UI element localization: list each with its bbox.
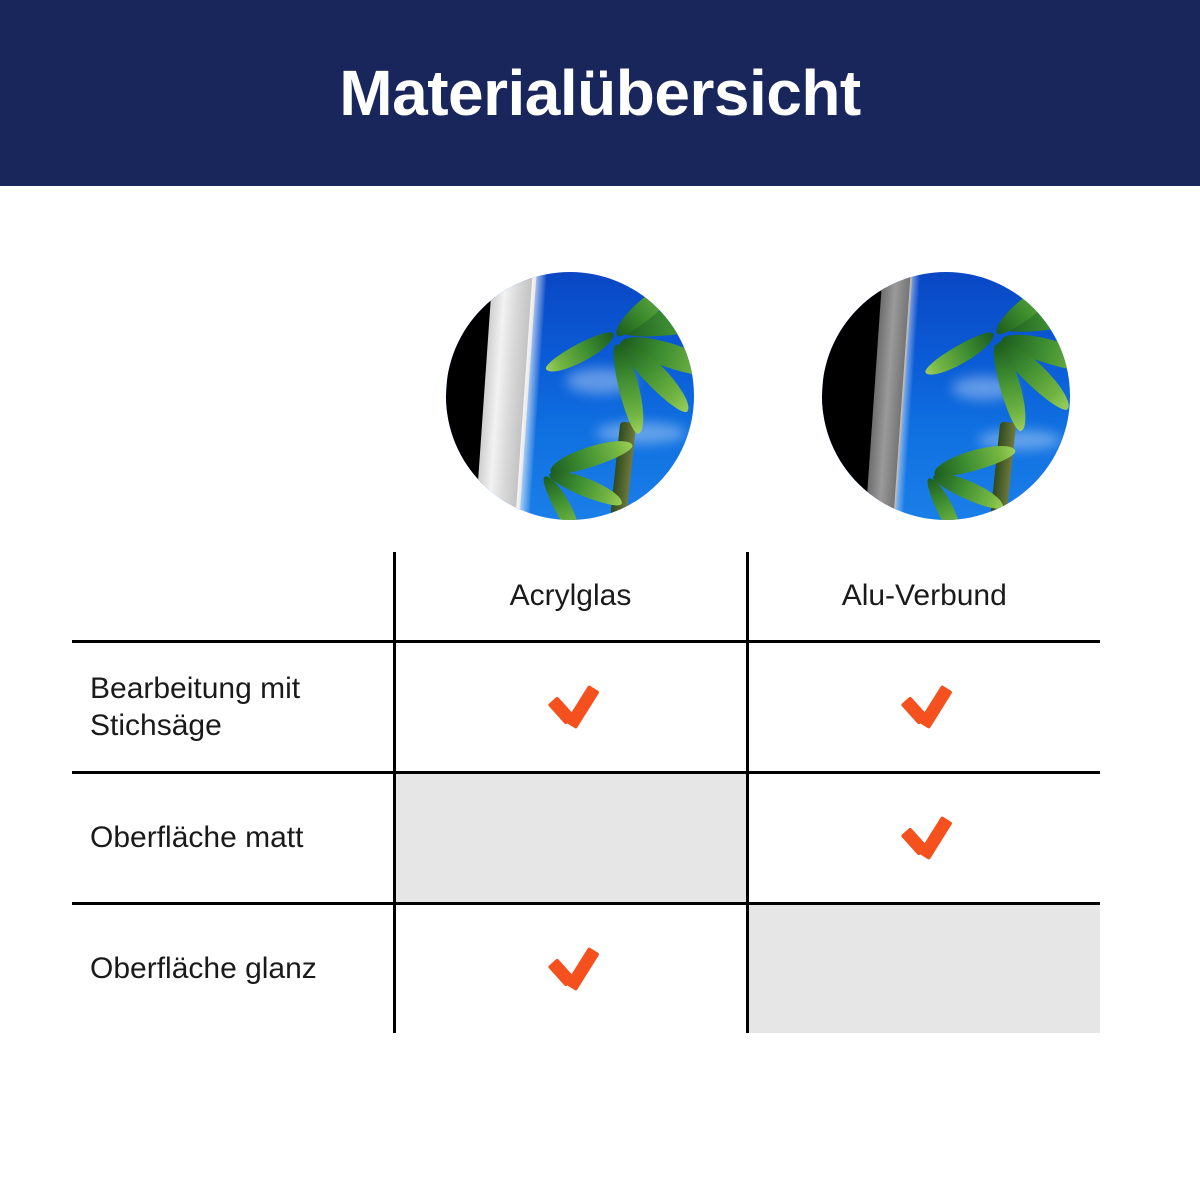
check-icon <box>898 685 950 725</box>
page-header <box>0 0 1200 186</box>
material-comparison-table <box>72 552 1100 1033</box>
cell-glanz-alu-verbund <box>747 904 1100 1034</box>
cell-glanz-acrylglas <box>394 904 747 1034</box>
page-title: Materialübersicht <box>339 57 861 129</box>
cell-stichsaege-acrylglas <box>394 642 747 773</box>
thumbnail-row <box>0 272 1200 520</box>
palm-photo-acryl <box>446 272 694 520</box>
acrylglas-thumbnail <box>446 272 694 520</box>
column-header-alu-verbund: Alu-Verbund <box>747 552 1100 642</box>
check-icon <box>545 947 597 987</box>
row-label-oberflaeche-glanz: Oberfläche glanz <box>90 952 317 986</box>
cell-stichsaege-alu-verbund <box>747 642 1100 773</box>
table-row <box>72 642 1100 773</box>
cell-matt-alu-verbund <box>747 773 1100 904</box>
column-header-acrylglas: Acrylglas <box>394 552 747 642</box>
alu-verbund-thumbnail <box>822 272 1070 520</box>
row-label-oberflaeche-matt: Oberfläche matt <box>72 773 394 904</box>
palm-photo-alu <box>822 272 1070 520</box>
table-header-row <box>72 552 1100 642</box>
check-icon <box>898 816 950 856</box>
check-icon <box>545 685 597 725</box>
table-row <box>72 904 1100 1034</box>
cell-matt-acrylglas <box>394 773 747 904</box>
row-label-stichsaege: Bearbeitung mit Stichsäge <box>72 642 394 773</box>
table-row <box>72 773 1100 904</box>
table-corner-cell <box>72 552 394 642</box>
